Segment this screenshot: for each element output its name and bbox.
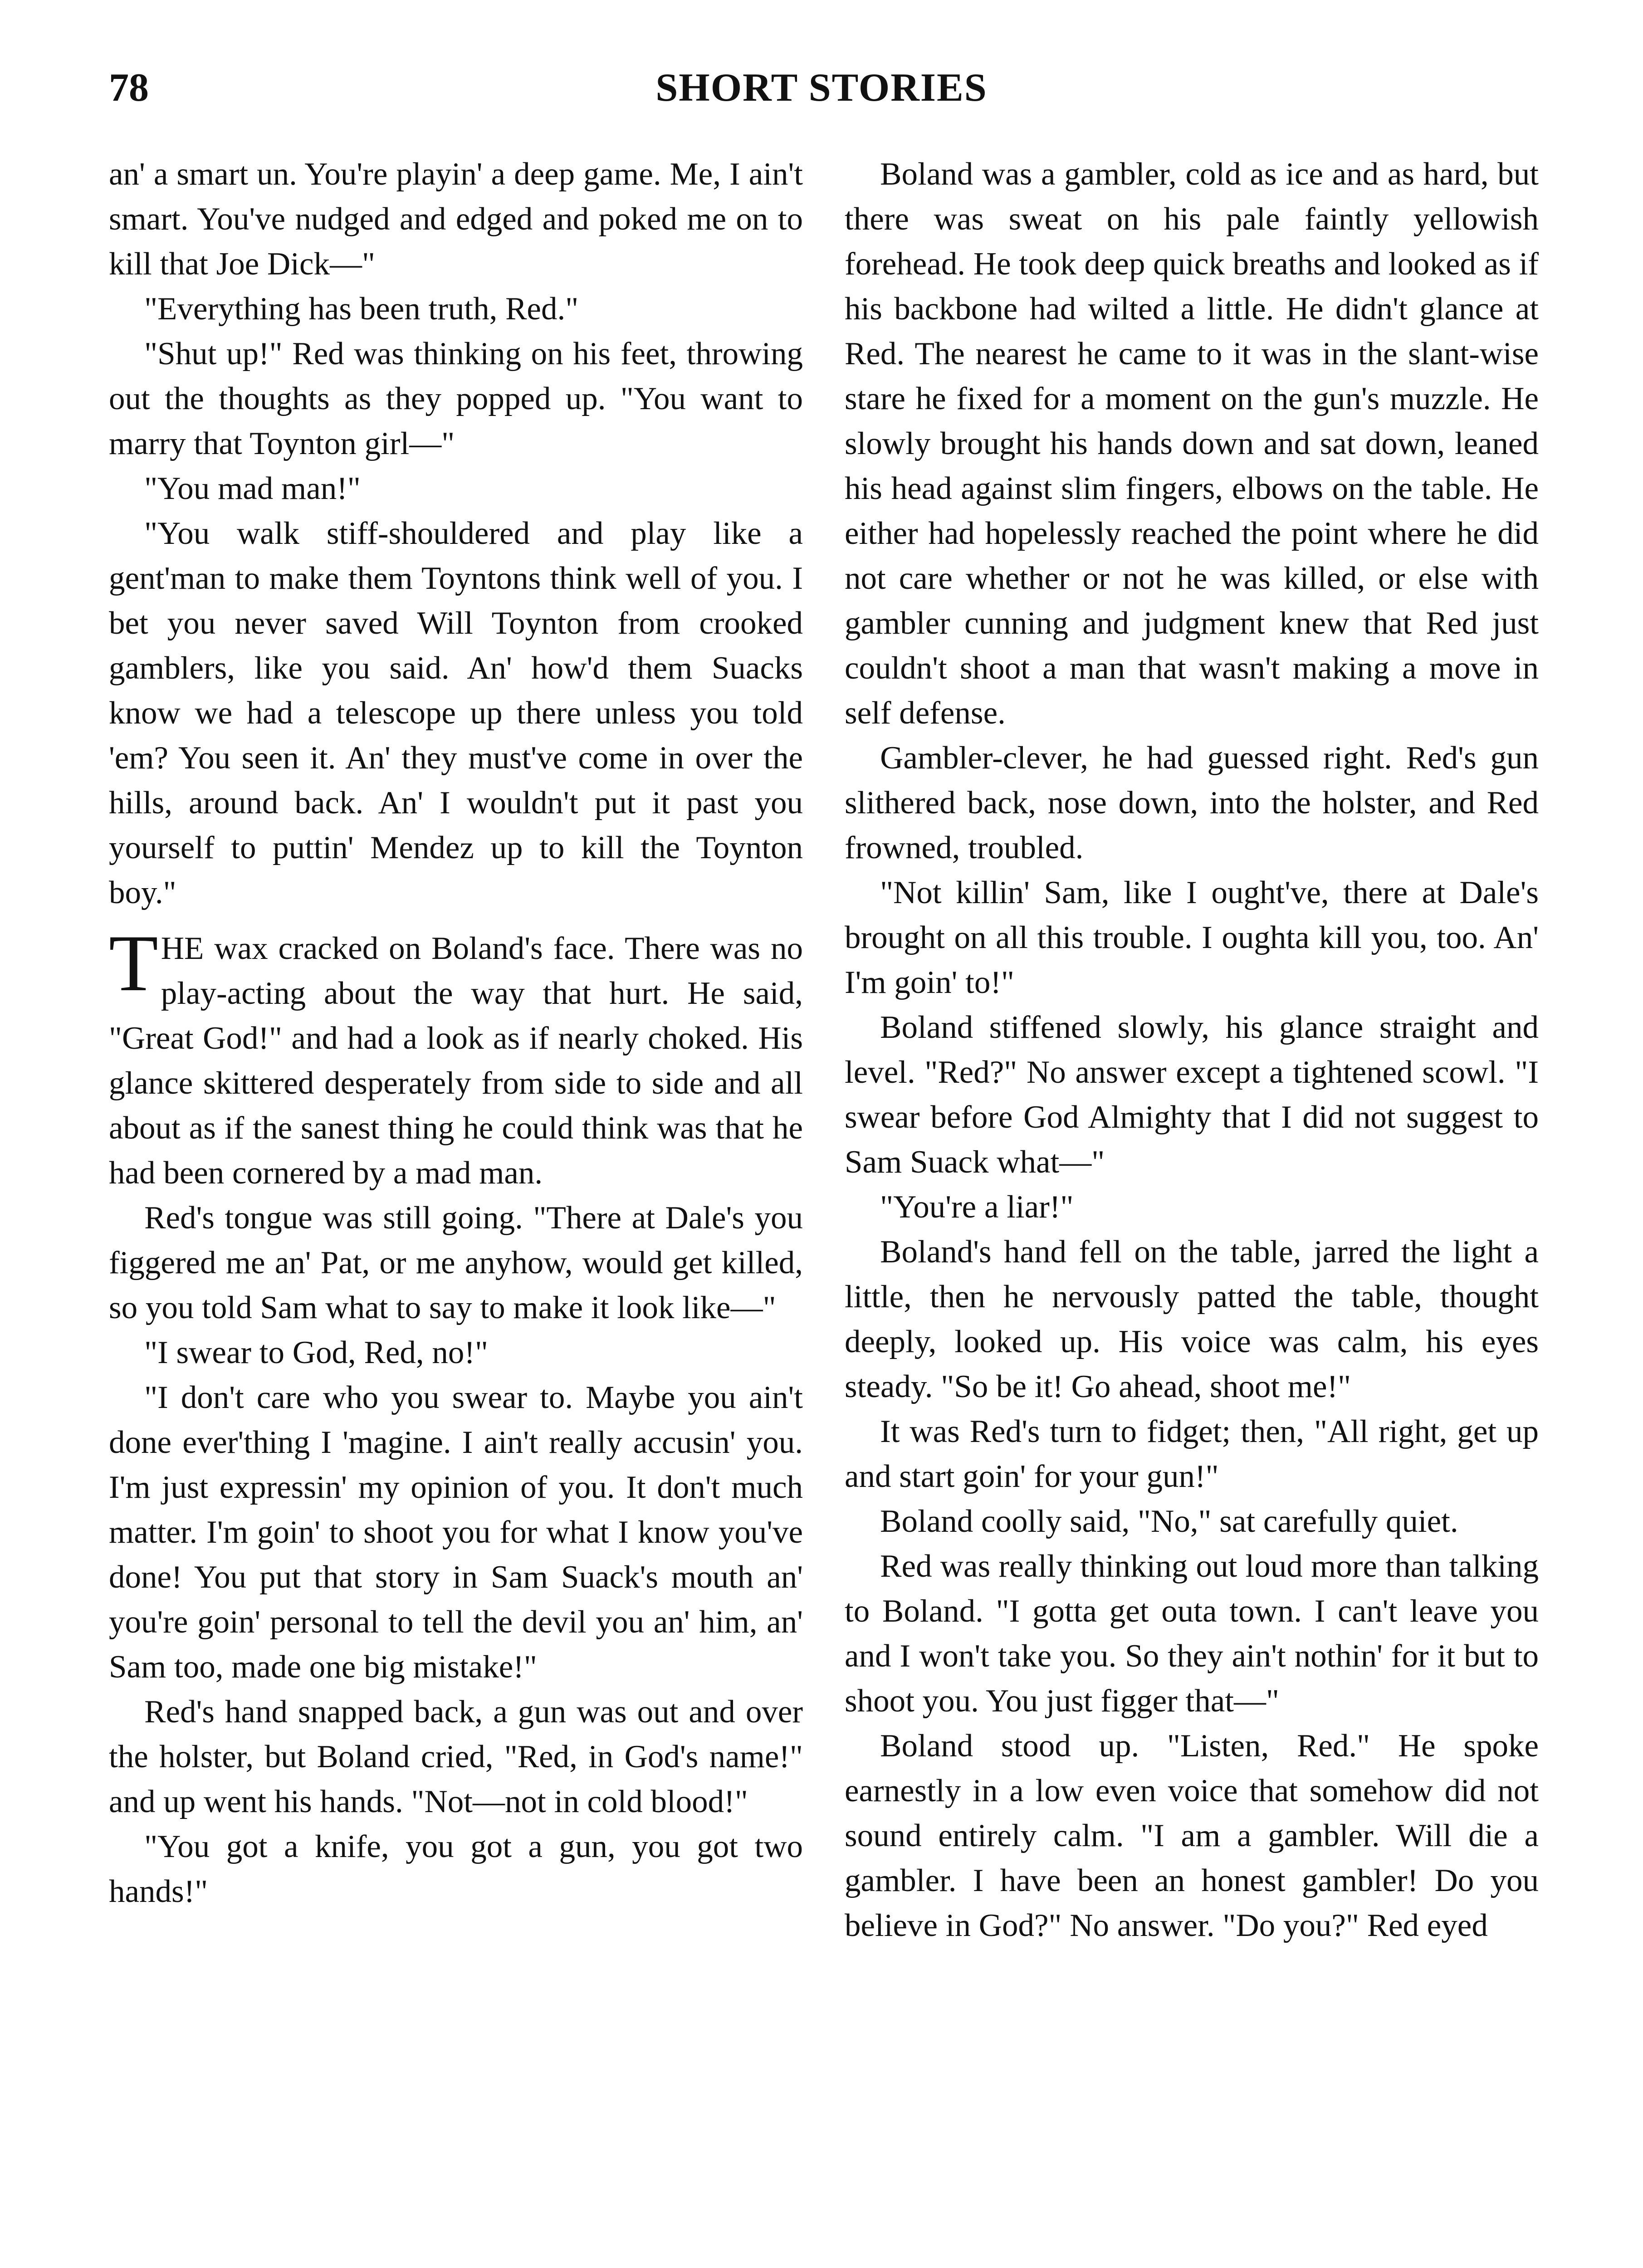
paragraph-text: wax cracked on Boland's face. There was no play-acting about the way that hurt. He said, "Great God!" and had a look as if nearly choked. His glance skittered desperately from side to side and all about as if the sanest thing he could think was that he had been cornered by a mad man. <box>109 931 803 1191</box>
drop-cap: T <box>109 918 158 1008</box>
paragraph: "You walk stiff-shouldered and play like a gent'man to make them Toyntons think well of you. I bet you never saved Will Toynton from crooked gamblers, like you said. An' how'd them Suacks know we had a telescope up there unless you told 'em? You seen it. An' they must've come in over the hills, around back. An' I wouldn't put it past you yourself to puttin' Mendez up to kill the Toynton boy." <box>109 516 803 910</box>
paragraph: Boland stiffened slowly, his glance straight and level. "Red?" No answer except a tightened scowl. "I swear before God Almighty that I did not suggest to Sam Suack what—" <box>845 1010 1539 1180</box>
paragraph: Red's hand snapped back, a gun was out and over the holster, but Boland cried, "Red, in God's name!" and up went his hands. "Not—not in cold blood!" <box>109 1694 803 1819</box>
page-header <box>0 0 1643 145</box>
paragraph: Red was really thinking out loud more than talking to Boland. "I gotta get outa town. I can't leave you and I won't take you. So they ain't nothin' for it but to shoot you. You just figger that—" <box>845 1549 1539 1719</box>
smallcaps-lead: HE <box>161 931 204 966</box>
paragraph: "I don't care who you swear to. Maybe you ain't done ever'thing I 'magine. I ain't really accusin' you. I'm just expressin' my opinion of you. It don't much matter. I'm goin' to shoot you for what I know you've done! You put that story in Sam Suack's mouth an' you're goin' personal to tell the devil you an' him, an' Sam too, made one big mistake!" <box>109 1380 803 1685</box>
paragraph: Gambler-clever, he had guessed right. Red's gun slithered back, nose down, into the holster, and Red frowned, troubled. <box>845 740 1539 865</box>
page-number: 78 <box>109 66 149 110</box>
paragraph: "Not killin' Sam, like I ought've, there at Dale's brought on all this trouble. I oughta kill you, too. An' I'm goin' to!" <box>845 875 1539 1000</box>
left-column <box>109 152 803 1914</box>
paragraph: an' a smart un. You're playin' a deep game. Me, I ain't smart. You've nudged and edged and poked me on to kill that Joe Dick—" <box>109 156 803 282</box>
right-column <box>845 152 1539 1948</box>
paragraph: "You got a knife, you got a gun, you got two hands!" <box>109 1829 803 1909</box>
paragraph: Boland coolly said, "No," sat carefully quiet. <box>880 1504 1458 1539</box>
paragraph: "You're a liar!" <box>880 1189 1074 1225</box>
paragraph: "Shut up!" Red was thinking on his feet, throwing out the thoughts as they popped up. "You want to marry that Toynton girl—" <box>109 336 803 461</box>
paragraph: Boland stood up. "Listen, Red." He spoke earnestly in a low even voice that somehow did not sound entirely calm. "I am a gambler. Will die a gambler. I have been an honest gambler! Do you believe in God?" No answer. "Do you?" Red eyed <box>845 1728 1539 1943</box>
paragraph: Red's tongue was still going. "There at Dale's you figgered me an' Pat, or me anyhow, would get killed, so you told Sam what to say to make it look like—" <box>109 1200 803 1325</box>
paragraph: Boland's hand fell on the table, jarred the light a little, then he nervously patted the table, thought deeply, looked up. His voice was calm, his eyes steady. "So be it! Go ahead, shoot me!" <box>845 1234 1539 1404</box>
paragraph: "You mad man!" <box>144 471 361 506</box>
paragraph: Boland was a gambler, cold as ice and as hard, but there was sweat on his pale faintly yellowish forehead. He took deep quick breaths and looked as if his backbone had wilted a little. He didn't glance at Red. The nearest he came to it was in the slant-wise stare he fixed for a moment on the gun's muzzle. He slowly brought his hands down and sat down, leaned his head against slim fingers, elbows on the table. He either had hopelessly reached the point where he did not care whether or not he was killed, or else with gambler cunning and judgment knew that Red just couldn't shoot a man that wasn't making a move in self defense. <box>845 156 1539 731</box>
paragraph: It was Red's turn to fidget; then, "All right, get up and start goin' for your gun!" <box>845 1414 1539 1494</box>
running-title: SHORT STORIES <box>655 66 988 110</box>
paragraph: "I swear to God, Red, no!" <box>144 1335 489 1370</box>
section-opening-paragraph <box>109 918 803 1196</box>
paragraph: "Everything has been truth, Red." <box>144 291 579 327</box>
